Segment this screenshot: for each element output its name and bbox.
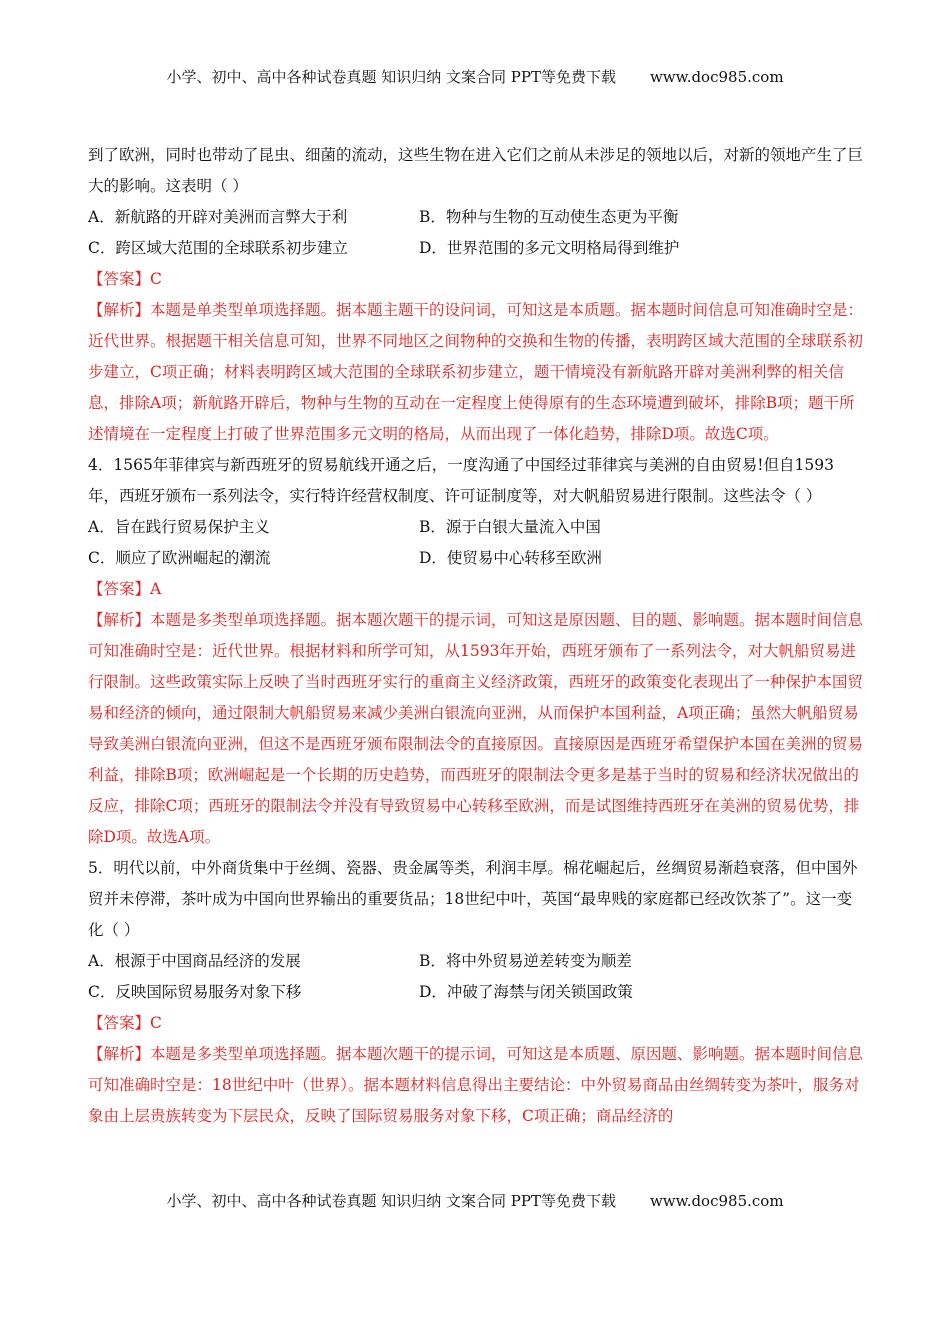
page-footer xyxy=(0,1190,950,1211)
q4-option-d: D．使贸易中心转移至欧洲 xyxy=(419,549,602,567)
q5-option-d: D．冲破了海禁与闭关锁国政策 xyxy=(419,983,633,1001)
q3-answer: 【答案】C xyxy=(88,270,162,288)
q5-answer: 【答案】C xyxy=(88,1014,162,1032)
q4-option-a: A．旨在践行贸易保护主义 xyxy=(88,518,270,536)
q3-option-b: B．物种与生物的互动使生态更为平衡 xyxy=(419,208,679,226)
question-4-stem: 4．1565年菲律宾与新西班牙的贸易航线开通之后，一度沟通了中国经过菲律宾与美洲的自由贸易!但自1593年，西班牙颁布一系列法令，实行特许经营权制度、许可证制度等，对大帆船贸易进行限制。这些法令（ ） xyxy=(88,456,834,505)
page-header xyxy=(0,66,950,87)
footer-url-link[interactable]: www.doc985.com xyxy=(649,1192,784,1210)
q4-option-c: C．顺应了欧洲崛起的潮流 xyxy=(88,549,271,567)
q5-option-c: C．反映国际贸易服务对象下移 xyxy=(88,983,302,1001)
q4-analysis: 【解析】本题是多类型单项选择题。据本题次题干的提示词，可知这是原因题、目的题、影响题。据本题时间信息可知准确时空是：近代世界。根据材料和所学可知，从1593年开始，西班牙颁布了一系列法令，对大帆船贸易进行限制。这些政策实际上反映了当时西班牙实行的重商主义经济政策，西班牙的政策变化表现出了一种保护本国贸易和经济的倾向，通过限制大帆船贸易来减少美洲白银流向亚洲，从而保护本国利益，A项正确；虽然大帆船贸易导致美洲白银流向亚洲，但这不是西班牙颁布限制法令的直接原因。直接原因是西班牙希望保护本国在美洲的贸易利益，排除B项；欧洲崛起是一个长期的历史趋势，而西班牙的限制法令更多是基于当时的贸易和经济状况做出的反应，排除C项；西班牙的限制法令并没有导致贸易中心转移至欧洲，而是试图维持西班牙在美洲的贸易优势，排除D项。故选A项。 xyxy=(88,611,864,846)
q3-analysis: 【解析】本题是单类型单项选择题。据本题主题干的设问词，可知这是本质题。据本题时间信息可知准确时空是：近代世界。根据题干相关信息可知，世界不同地区之间物种的交换和生物的传播，表明跨区域大范围的全球联系初步建立，C项正确；材料表明跨区域大范围的全球联系初步建立，题干情境没有新航路开辟对美洲利弊的相关信息，排除A项；新航路开辟后，物种与生物的互动在一定程度上使得原有的生态环境遭到破坏，排除B项；题干所述情境在一定程度上打破了世界范围多元文明的格局，从而出现了一体化趋势，排除D项。故选C项。 xyxy=(88,301,864,443)
q3-option-a: A．新航路的开辟对美洲而言弊大于利 xyxy=(88,208,348,226)
q5-analysis: 【解析】本题是多类型单项选择题。据本题次题干的提示词，可知这是本质题、原因题、影响题。据本题时间信息可知准确时空是：18世纪中叶（世界）。据本题材料信息得出主要结论：中外贸易商品由丝绸转变为茶叶，服务对象由上层贵族转变为下层民众，反映了国际贸易服务对象下移，C项正确；商品经济的 xyxy=(88,1045,864,1125)
question-3-stem: 到了欧洲，同时也带动了昆虫、细菌的流动，这些生物在进入它们之前从未涉足的领地以后，对新的领地产生了巨大的影响。这表明（ ） xyxy=(88,146,864,195)
question-5-stem: 5．明代以前，中外商货集中于丝绸、瓷器、贵金属等类，利润丰厚。棉花崛起后，丝绸贸易渐趋衰落，但中国外贸并未停滞，茶叶成为中国向世界输出的重要货品；18世纪中叶，英国“最卑贱的家庭都已经改饮茶了”。这一变化（ ） xyxy=(88,859,858,939)
q5-option-b: B．将中外贸易逆差转变为顺差 xyxy=(419,952,632,970)
question-3-options xyxy=(88,202,863,264)
header-title: 小学、初中、高中各种试卷真题 知识归纳 文案合同 PPT等免费下载 xyxy=(166,68,616,86)
q3-option-c: C．跨区域大范围的全球联系初步建立 xyxy=(88,239,348,257)
question-5-options xyxy=(88,946,863,1008)
header-url-link[interactable]: www.doc985.com xyxy=(649,68,784,86)
q5-option-a: A．根源于中国商品经济的发展 xyxy=(88,952,301,970)
document-body xyxy=(88,140,863,1132)
q4-answer: 【答案】A xyxy=(88,580,162,598)
q3-option-d: D．世界范围的多元文明格局得到维护 xyxy=(419,239,680,257)
q4-option-b: B．源于白银大量流入中国 xyxy=(419,518,601,536)
footer-title: 小学、初中、高中各种试卷真题 知识归纳 文案合同 PPT等免费下载 xyxy=(166,1192,616,1210)
question-4-options xyxy=(88,512,863,574)
